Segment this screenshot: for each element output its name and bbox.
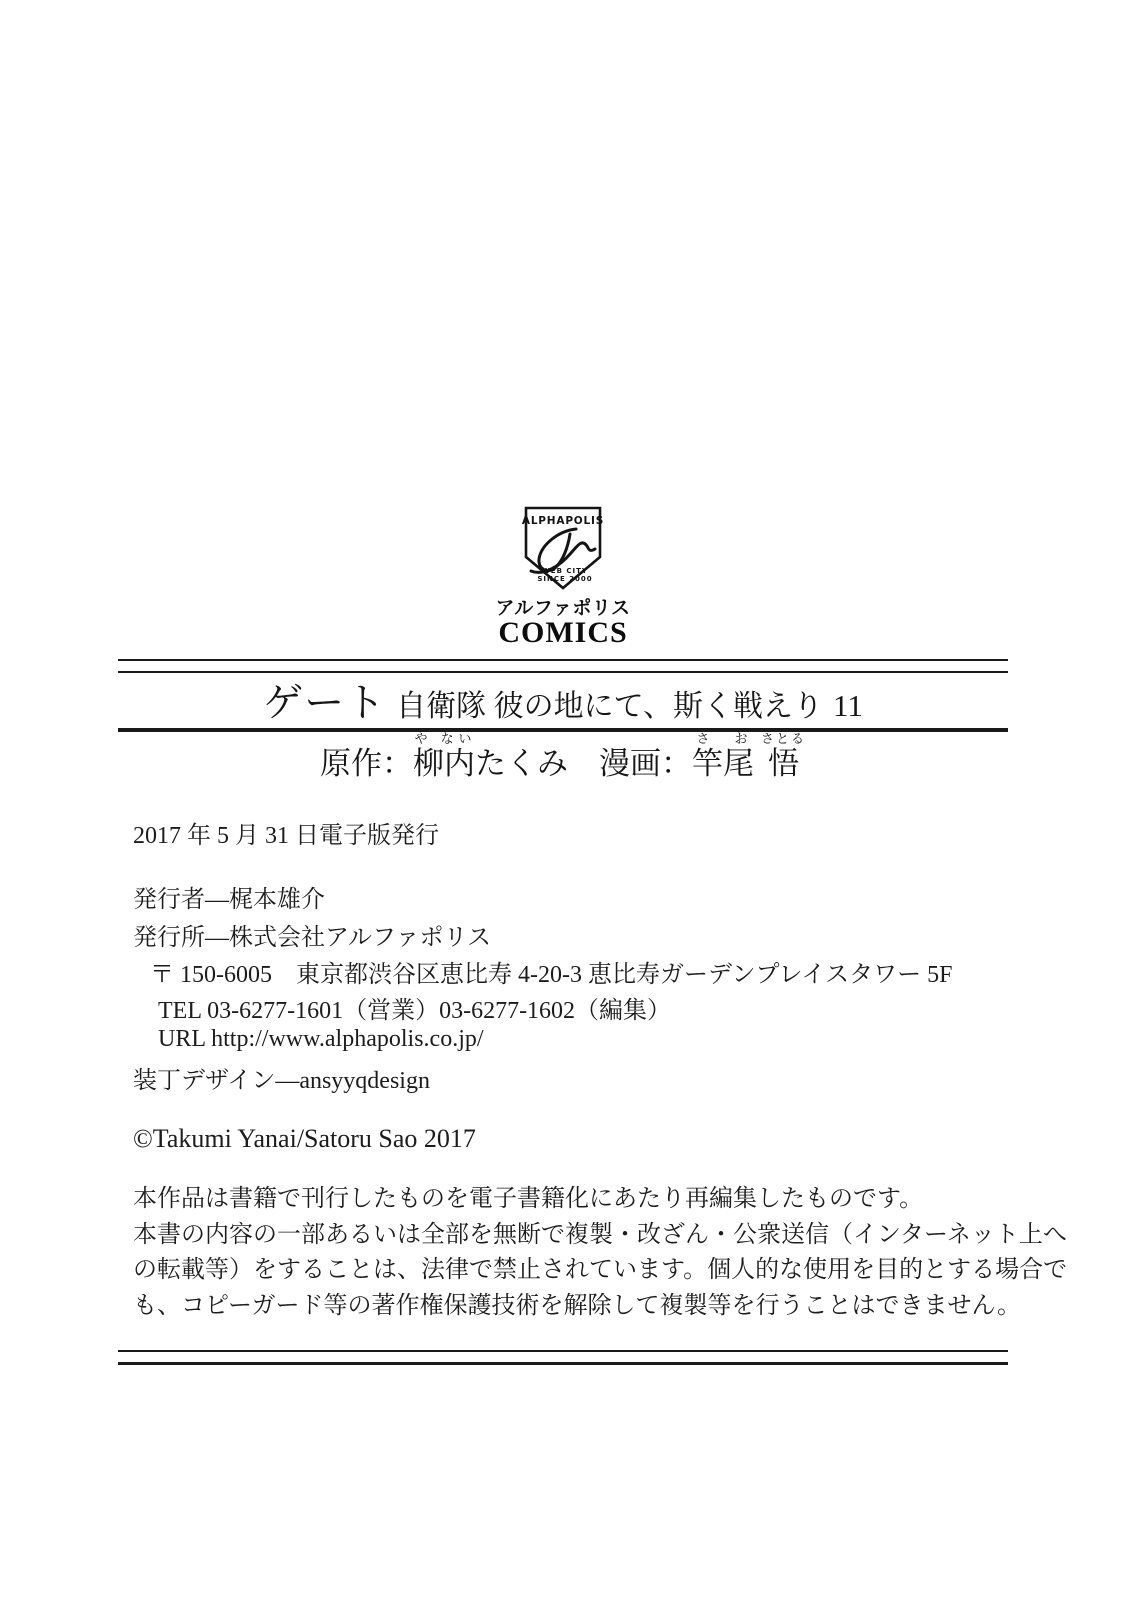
alphapolis-shield-icon <box>522 505 604 591</box>
publisher-address: 〒 150-6005 東京都渋谷区恵比寿 4-20-3 恵比寿ガーデンプレイスタワー 5F <box>150 962 953 988</box>
original-author-name-rest: たくみ <box>474 746 568 781</box>
artist-name-given: 悟さとる <box>760 731 806 781</box>
book-title <box>118 671 1008 728</box>
artist-surname-furigana: さ お <box>691 731 754 746</box>
alphapolis-logo-kana: アルファポリス <box>495 597 631 619</box>
artist-label: 漫画： <box>598 746 692 781</box>
book-title-subtitle: 自衛隊 彼の地にて、斯く戦えり <box>396 690 824 723</box>
book-volume-number: 11 <box>833 688 863 723</box>
shield-wordmark: ALPHAPOLIS <box>522 515 604 527</box>
publisher-company: 発行所—株式会社アルファポリス <box>133 925 492 951</box>
original-author-label: 原作： <box>319 746 413 781</box>
publisher-tel: TEL 03-6277-1601（営業）03-6277-1602（編集） <box>158 998 672 1024</box>
alphapolis-logo-comics: COMICS <box>498 616 628 649</box>
cover-design-credit: 装丁デザイン—ansyyqdesign <box>133 1068 430 1094</box>
publication-date: 2017 年 5 月 31 日電子版発行 <box>133 823 439 849</box>
original-author-furigana: や ない <box>412 731 475 746</box>
alphapolis-logo <box>0 505 1126 648</box>
shield-since-text: SINCE 2000 <box>537 575 593 583</box>
legal-notice-line3: の転載等）をすることは、法律で禁止されています。個人的な使用を目的とする場合で <box>133 1257 1068 1283</box>
author-credits <box>118 731 1008 783</box>
legal-notice-line2: 本書の内容の一部あるいは全部を無断で複製・改ざん・公衆送信（インターネット上へ <box>133 1221 1067 1248</box>
shield-webcity-text: WEB CITY <box>542 567 588 575</box>
double-rule-bottom <box>118 1350 1008 1365</box>
original-author-name: 柳内や ない <box>412 731 475 781</box>
copyright-notice: ©Takumi Yanai/Satoru Sao 2017 <box>133 1124 476 1153</box>
publisher-url: URL http://www.alphapolis.co.jp/ <box>158 1026 484 1052</box>
legal-notice-line4: も、コピーガード等の著作権保護技術を解除して複製等を行うことはできません。 <box>133 1292 1021 1319</box>
publisher-person: 発行者—梶本雄介 <box>133 887 325 913</box>
book-title-main: ゲート <box>263 680 387 725</box>
artist-given-furigana: さとる <box>760 731 806 746</box>
artist-name-surname: 竿尾さ お <box>691 731 754 781</box>
legal-notice-line1: 本作品は書籍で刊行したものを電子書籍化にあたり再編集したものです。 <box>133 1186 924 1212</box>
credit-separator <box>568 746 599 781</box>
legal-notice <box>133 1182 1068 1324</box>
